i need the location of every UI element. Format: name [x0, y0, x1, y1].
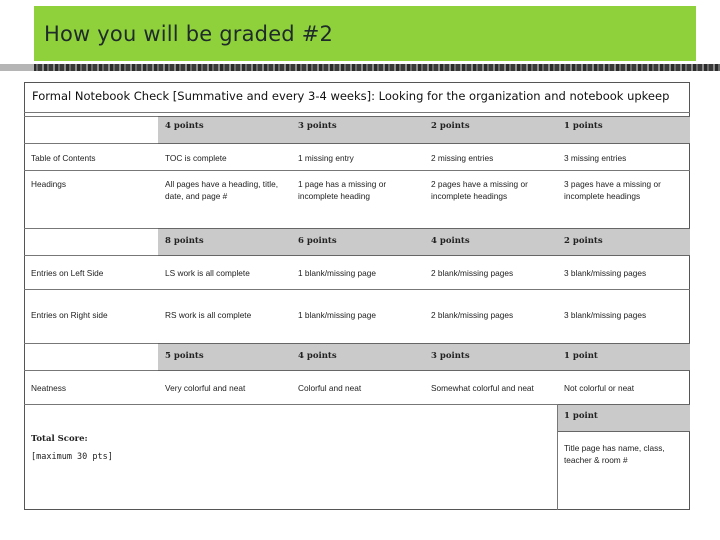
points-header: 4 points: [298, 351, 337, 361]
divider: [24, 255, 158, 256]
points-header: 5 points: [165, 351, 204, 361]
points-header: 1 points: [564, 121, 603, 131]
page-title: How you will be graded #2: [44, 22, 334, 46]
rubric-cell: Somewhat colorful and neat: [431, 383, 534, 393]
points-header-row: [158, 116, 690, 144]
rubric-cell: 3 pages have a missing or incomplete headings: [564, 179, 661, 201]
divider: [24, 289, 690, 290]
divider: [24, 343, 158, 344]
column-divider: [557, 404, 558, 510]
rubric-cell: LS work is all complete: [165, 268, 250, 278]
rubric-cell: 2 pages have a missing or incomplete headings: [431, 179, 528, 201]
divider: [24, 112, 690, 113]
rubric-cell: 3 missing entries: [564, 153, 627, 163]
rubric-cell: RS work is all complete: [165, 310, 252, 320]
rubric-cell: 3 blank/missing pages: [564, 310, 647, 320]
points-header: 8 points: [165, 236, 204, 246]
rubric-cell: 2 blank/missing pages: [431, 268, 514, 278]
criterion-label: Entries on Left Side: [31, 268, 104, 278]
rubric-cell: 3 blank/missing pages: [564, 268, 647, 278]
criterion-label: Table of Contents: [31, 153, 96, 163]
divider: [24, 143, 158, 144]
rubric-cell: 1 blank/missing page: [298, 268, 376, 278]
divider: [24, 404, 557, 405]
points-header: 1 point: [564, 351, 598, 361]
points-header-row: [158, 228, 690, 256]
rubric-subtitle: Formal Notebook Check [Summative and every 3-4 weeks]: Looking for the organization and notebook upkeep: [32, 89, 670, 103]
rubric-cell: Very colorful and neat: [165, 383, 246, 393]
rubric-cell: TOC is complete: [165, 153, 227, 163]
rubric-cell: Colorful and neat: [298, 383, 362, 393]
points-header: 2 points: [564, 236, 603, 246]
decorative-stripe: [0, 64, 720, 71]
rubric-cell: 1 missing entry: [298, 153, 354, 163]
rubric-cell: All pages have a heading, title, date, and page #: [165, 179, 279, 201]
rubric-cell: 2 blank/missing pages: [431, 310, 514, 320]
points-header: 3 points: [431, 351, 470, 361]
rubric-cell: Title page has name, class, teacher & room #: [564, 443, 665, 465]
rubric-cell: Not colorful or neat: [564, 383, 635, 393]
points-header: 4 points: [431, 236, 470, 246]
decorative-stripe-left: [0, 64, 34, 71]
title-bar: [34, 6, 696, 61]
divider: [24, 170, 690, 171]
points-header: 1 point: [564, 411, 598, 421]
points-header-row: [158, 343, 690, 371]
points-header: 6 points: [298, 236, 337, 246]
criterion-label: Neatness: [31, 383, 67, 393]
divider: [24, 370, 158, 371]
total-score-label: Total Score:: [31, 434, 88, 444]
max-points-label: [maximum 30 pts]: [31, 452, 113, 462]
points-header: 4 points: [165, 121, 204, 131]
divider: [24, 116, 158, 117]
points-header: 3 points: [298, 121, 337, 131]
criterion-label: Entries on Right side: [31, 310, 108, 320]
divider: [24, 228, 158, 229]
rubric-cell: 2 missing entries: [431, 153, 494, 163]
rubric-cell: 1 blank/missing page: [298, 310, 376, 320]
rubric-cell: 1 page has a missing or incomplete heading: [298, 179, 387, 201]
criterion-label: Headings: [31, 179, 67, 189]
points-header: 2 points: [431, 121, 470, 131]
